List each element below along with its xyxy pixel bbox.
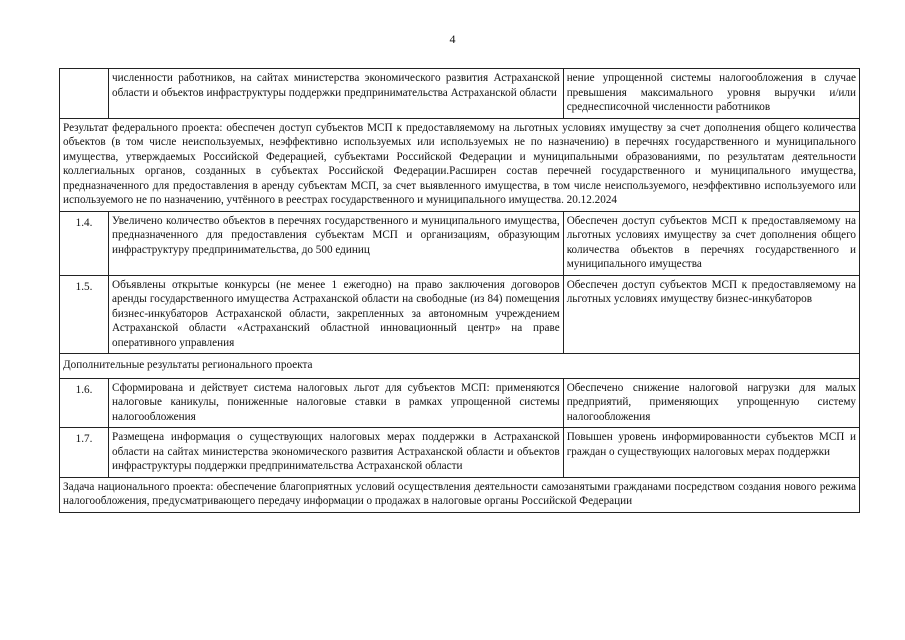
table-row — [60, 428, 860, 478]
document-table — [59, 68, 860, 513]
table-row — [60, 275, 860, 354]
row-text-cell: Сформирована и действует система налоговых льгот для субъектов МСП: применяются налоговые каникулы, пониженные налоговые ставки в рамках упрощенной системы налогообложения — [109, 378, 564, 428]
table-row — [60, 69, 860, 119]
row-number-cell: 1.7. — [60, 428, 109, 478]
row-result-cell: Обеспечен доступ субъектов МСП к предоставляемому на льготных условиях имуществу бизнес-инкубаторов — [563, 275, 859, 354]
row-result-cell: Обеспечено снижение налоговой нагрузки для малых предприятий, применяющих упрощенную систему налогообложения — [563, 378, 859, 428]
table-row — [60, 211, 860, 275]
federal-result-row — [60, 118, 860, 211]
row-result-cell: Обеспечен доступ субъектов МСП к предоставляемому на льготных условиях имуществу за счет дополнения общего количества объектов в перечнях государственного и муниципального имущества — [563, 211, 859, 275]
row-text-cell: Размещена информация о существующих налоговых мерах поддержки в Астраханской области на сайтах министерства экономического развития Астраханской области и объектов инфраструктуры поддержки предпринимательства Астраханской области — [109, 428, 564, 478]
national-task-text: Задача национального проекта: обеспечение благоприятных условий осуществления деятельности самозанятыми гражданами посредством создания нового режима налогообложения, предусматривающего передачу информации о продажах в налоговые органы Российской Федерации — [60, 477, 860, 512]
row-number-cell — [60, 69, 109, 119]
regional-header-row — [60, 354, 860, 379]
regional-results-heading: Дополнительные результаты регионального проекта — [60, 354, 860, 379]
row-result-cell: Повышен уровень информированности субъектов МСП и граждан о существующих налоговых мерах поддержки — [563, 428, 859, 478]
table-row — [60, 378, 860, 428]
federal-result-text: Результат федерального проекта: обеспечен доступ субъектов МСП к предоставляемому на льготных условиях имуществу за счет дополнения общего количества объектов (в том числе неиспользуемых, неэффективно используемых или используемых не по назначению) в перечнях государственного и муниципального имущества, утверждаемых Российской Федерацией, субъектами Российской Федерации и муниципальными образованиями, по результатам деятельности коллегиальных органов, созданных в субъектах Российской Федерации.Расширен состав перечней государственного и муниципального имущества, предназначенного для предоставления в аренду субъектам МСП, за счет выявленного имущества, в том числе неиспользуемого, неэффективно используемого или используемого не по назначению, учтённого в реестрах государственного и муниципального имущества. 20.12.2024 — [60, 118, 860, 211]
row-result-cell: нение упрощенной системы налогообложения в случае превышения максимального уровня выручки и/или среднесписочной численности работников — [563, 69, 859, 119]
national-task-row — [60, 477, 860, 512]
row-text-cell: Увеличено количество объектов в перечнях государственного и муниципального имущества, предназначенного для предоставления субъектам МСП и организациям, образующим инфраструктуру предпринимательства, до 500 единиц — [109, 211, 564, 275]
row-text-cell: Объявлены открытые конкурсы (не менее 1 ежегодно) на право заключения договоров аренды государственного имущества Астраханской области на свободные (из 84) помещения бизнес-инкубаторов Астраханской области, закрепленных за автономным учреждением Астраханской области «Астраханский областной инновационный центр» на праве оперативного управления — [109, 275, 564, 354]
row-text-cell: численности работников, на сайтах министерства экономического развития Астраханской области и объектов инфраструктуры поддержки предпринимательства Астраханской области — [109, 69, 564, 119]
row-number-cell: 1.5. — [60, 275, 109, 354]
row-number-cell: 1.6. — [60, 378, 109, 428]
page-number: 4 — [449, 32, 456, 46]
row-number-cell: 1.4. — [60, 211, 109, 275]
